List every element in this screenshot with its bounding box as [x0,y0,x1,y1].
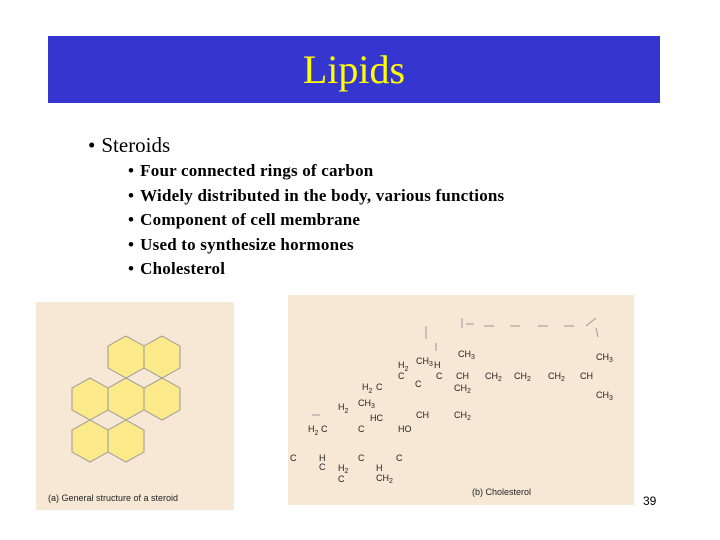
bullet-dot: • [128,210,135,229]
atom-label: CH [416,410,429,420]
ring-lower-left-hexagon [72,420,108,462]
bullet-dot: • [128,186,135,205]
steroid-structure-figure [36,302,234,510]
sub-bullet-4-text: Used to synthesize hormones [140,235,354,254]
atom-label: H [319,453,326,463]
atom-label: HO [398,424,412,434]
sub-bullet-5 [128,259,225,279]
atom-label: $CH_2$ [376,473,393,485]
bullet-dot: • [128,235,135,254]
atom-label: C [358,424,365,434]
atom-label: C [415,379,422,389]
atom-label: $CH_2$ [454,383,471,395]
atom-label: C [290,453,297,463]
atom-label: $CH_2$ [514,371,531,383]
sub-bullet-2-text: Widely distributed in the body, various functions [140,186,505,205]
figure-b-caption: (b) Cholesterol [472,487,532,497]
atom-label: C [436,371,443,381]
figure-a-caption: (a) General structure of a steroid [48,493,179,503]
atom-label: C [338,474,345,484]
atom-label: C [319,462,326,472]
ring-d-hexagon [144,336,180,378]
bullet-dot: • [128,259,135,278]
atom-label: CH [456,371,469,381]
bullet-steroids-text: Steroids [101,133,171,157]
atom-label: $CH_3$ [596,352,613,364]
sub-bullet-1 [128,161,373,181]
atom-label: CH [580,371,593,381]
sub-bullet-1-text: Four connected rings of carbon [140,161,374,180]
sub-bullet-2 [128,186,504,206]
page-number: 39 [643,494,657,508]
atom-label: HC [370,413,383,423]
atom-label: $CH_2$ [548,371,565,383]
atom-label: $CH_3$ [596,390,613,402]
atom-label: $H_2$ [308,424,319,437]
sub-bullet-3-text: Component of cell membrane [140,210,361,229]
atom-label: C [358,453,365,463]
atom-label: C [398,371,405,381]
atom-label: $CH_2$ [485,371,502,383]
bullet-dot: • [88,133,96,157]
atom-label: $H_2$ [398,360,409,373]
sub-bullet-5-text: Cholesterol [140,259,226,278]
atom-label: $H_2$ [338,463,349,475]
atom-label: $H_2$ [362,382,373,395]
ring-right-hexagon [144,378,180,420]
atom-label: H [434,360,441,370]
atom-label: $CH_3$ [358,398,375,410]
atom-label: C [396,453,403,463]
cholesterol-figure [288,295,634,505]
atom-label: C [321,424,328,434]
ring-a-hexagon [72,378,108,420]
bullet-steroids [88,133,170,158]
atom-label: $CH_3$ [416,356,433,368]
steroid-rings-diagram [36,302,234,510]
title-bar [48,36,660,103]
ring-lower-mid-hexagon [108,420,144,462]
slide-title: Lipids [302,46,406,92]
atom-label: $CH_3$ [458,349,475,361]
sub-bullet-3 [128,210,360,230]
sub-bullet-4 [128,235,354,255]
atom-label: $CH_2$ [454,410,471,422]
bullet-dot: • [128,161,135,180]
atom-label: $H_2$ [338,402,349,415]
atom-label: C [376,382,383,392]
ring-b-hexagon [108,378,144,420]
atom-label: H [376,463,383,473]
cholesterol-structure-diagram [288,295,634,505]
ring-c-hexagon [108,336,144,378]
